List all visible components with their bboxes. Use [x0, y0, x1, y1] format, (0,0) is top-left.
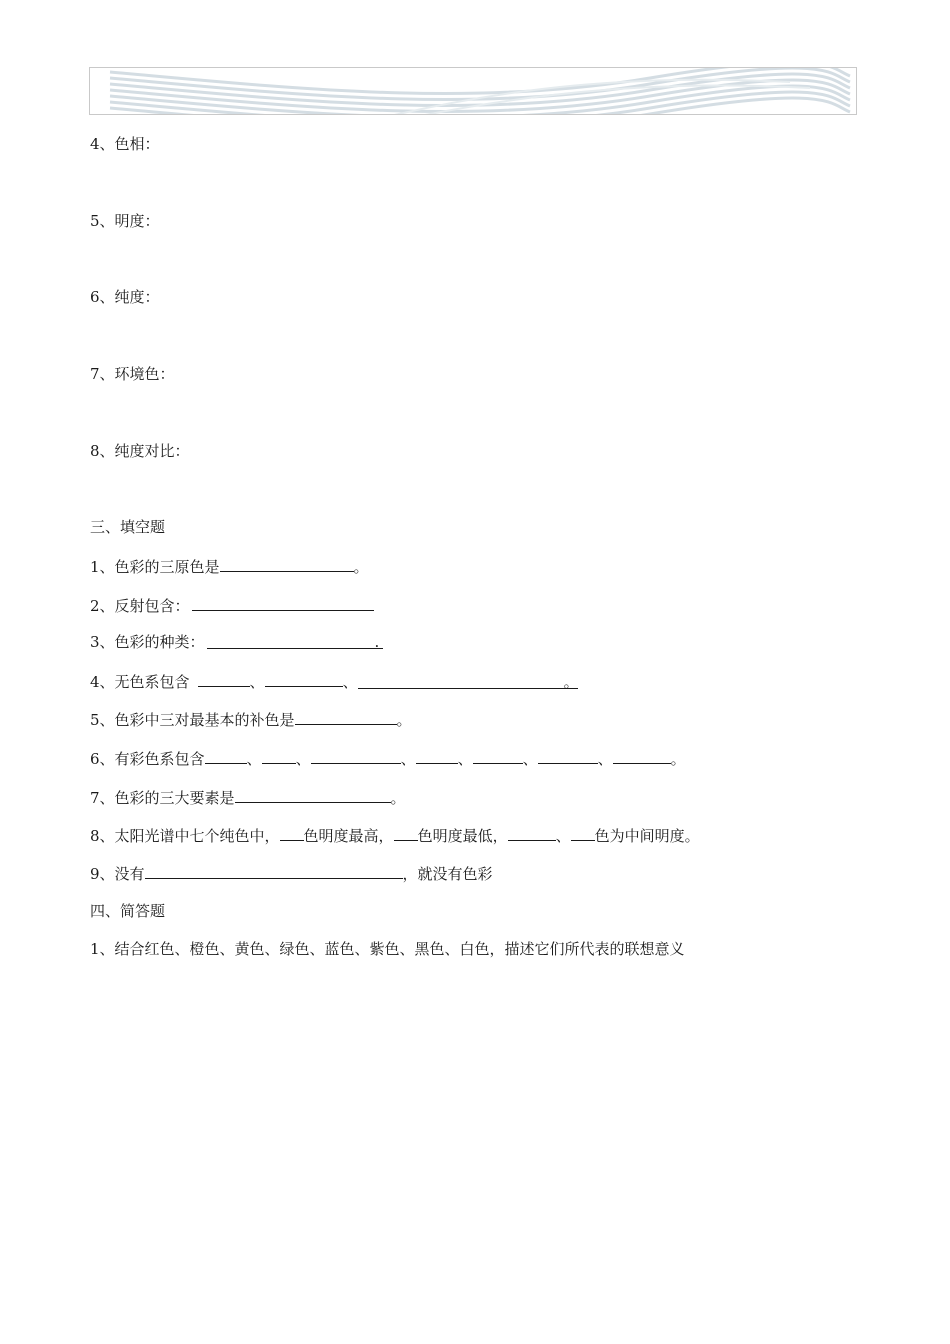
question-text: 色明度最低， [417, 827, 508, 845]
wave-decoration [90, 68, 857, 115]
answer-blank[interactable] [280, 824, 304, 841]
answer-blank[interactable] [295, 708, 397, 725]
answer-blank[interactable] [207, 632, 383, 649]
separator: 、 [555, 827, 571, 845]
definition-value: 5、明度： [90, 212, 160, 230]
question-text: 色明度最高， [303, 827, 394, 845]
fill-question-6 [90, 747, 686, 769]
fill-question-1 [90, 555, 369, 577]
fill-question-5 [90, 708, 412, 730]
question-text: 色为中间明度。 [594, 827, 700, 845]
question-suffix: 。 [563, 673, 579, 691]
definition-saturation: 6、纯度： [90, 288, 160, 306]
answer-blank[interactable] [473, 747, 523, 764]
separator: 、 [246, 750, 262, 768]
question-text: 7、色彩的三大要素是 [90, 789, 235, 807]
answer-blank[interactable] [358, 672, 578, 689]
question-text: 6、有彩色系包含 [90, 750, 205, 768]
answer-blank[interactable] [205, 747, 247, 764]
answer-blank[interactable] [416, 747, 458, 764]
answer-blank[interactable] [571, 824, 595, 841]
answer-blank[interactable] [538, 747, 598, 764]
answer-blank[interactable] [508, 824, 556, 841]
answer-blank[interactable] [265, 670, 343, 687]
question-suffix: ，就没有色彩 [402, 865, 493, 883]
fill-question-3 [90, 632, 383, 652]
separator: 、 [597, 750, 613, 768]
answer-blank[interactable] [192, 594, 374, 611]
fill-question-9 [90, 862, 493, 884]
separator: 、 [342, 673, 358, 691]
question-text: 8、太阳光谱中七个纯色中， [90, 827, 280, 845]
fill-question-7 [90, 786, 406, 808]
answer-blank[interactable] [145, 862, 403, 879]
question-text: 3、色彩的种类： [90, 633, 205, 651]
question-suffix: 。 [353, 558, 369, 576]
separator: 、 [400, 750, 416, 768]
answer-blank[interactable] [262, 747, 296, 764]
definition-hue: 4、色相： [90, 135, 160, 153]
question-text: 2、反射包含： [90, 597, 190, 615]
question-suffix: 。 [670, 750, 686, 768]
fill-question-4 [90, 670, 578, 692]
answer-blank[interactable] [613, 747, 671, 764]
question-suffix: 。 [390, 789, 406, 807]
separator: 、 [457, 750, 473, 768]
question-text: 1、色彩的三原色是 [90, 558, 220, 576]
question-text: 4、无色系包含 [90, 673, 190, 691]
separator: 、 [295, 750, 311, 768]
section-short-answer-title: 四、简答题 [90, 902, 166, 920]
short-answer-question-1: 1、结合红色、橙色、黄色、绿色、蓝色、紫色、黑色、白色，描述它们所代表的联想意义 [90, 940, 685, 958]
question-text: 5、色彩中三对最基本的补色是 [90, 711, 295, 729]
answer-blank[interactable] [198, 670, 250, 687]
answer-blank[interactable] [235, 786, 391, 803]
fill-question-2 [90, 594, 374, 616]
separator: 、 [522, 750, 538, 768]
separator: 、 [249, 673, 265, 691]
definition-saturation-contrast: 8、纯度对比： [90, 442, 190, 460]
fill-question-8 [90, 824, 700, 846]
question-suffix: 。 [396, 711, 412, 729]
answer-blank[interactable] [220, 555, 354, 572]
question-text: 9、没有 [90, 865, 145, 883]
header-banner [89, 67, 857, 115]
definition-ambient-color: 7、环境色： [90, 365, 175, 383]
answer-blank[interactable] [394, 824, 418, 841]
question-suffix: . [374, 633, 380, 651]
section-fill-blank-title: 三、填空题 [90, 518, 166, 536]
answer-blank[interactable] [311, 747, 401, 764]
